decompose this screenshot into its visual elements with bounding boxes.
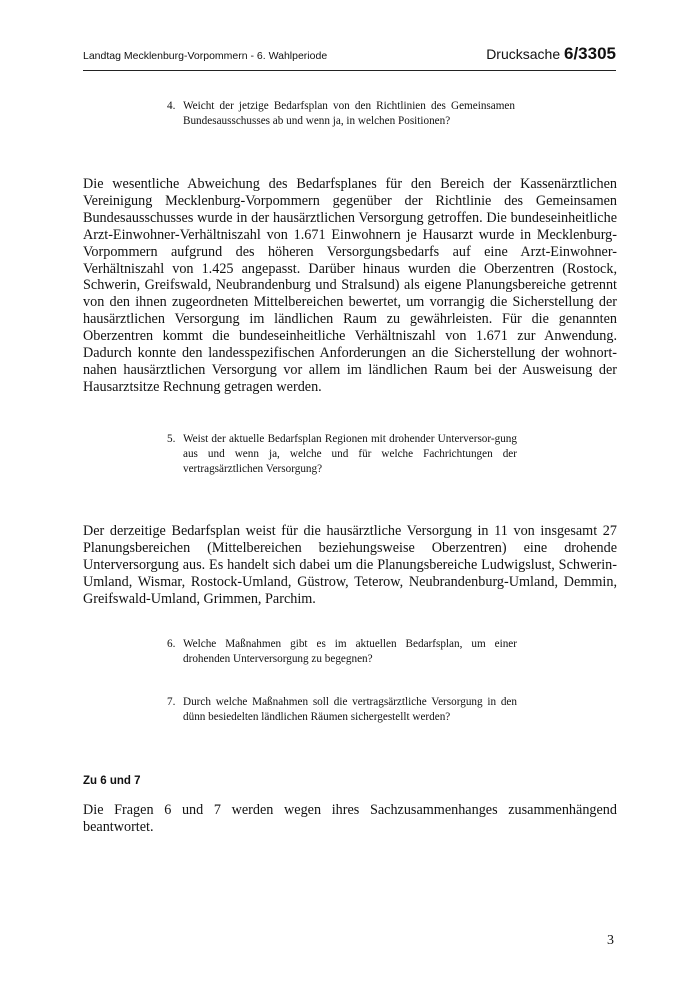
header-document-number bbox=[486, 44, 616, 64]
answer-6-7: Die Fragen 6 und 7 werden wegen ihres Sachzusammenhanges zusammenhängend beantwortet. bbox=[83, 802, 617, 835]
question-5 bbox=[167, 432, 517, 477]
question-6 bbox=[167, 637, 517, 667]
question-number: 7. bbox=[167, 696, 176, 708]
page-number: 3 bbox=[607, 933, 614, 948]
sub-heading: Zu 6 und 7 bbox=[83, 775, 141, 787]
answer-4: Die wesentliche Abweichung des Bedarfsplanes für den Bereich der Kassenärztlichen Vereinigung Mecklenburg-Vorpommern gegenüber der Richtlinie des Gemeinsamen Bundesausschusses wurde in der hausärztlichen Versorgung getroffen. Die bundeseinheitliche Arzt-Einwohner-Verhältniszahl von 1.671 Einwohnern je Hausarzt wurde in Mecklenburg-Vorpommern aufgrund des höheren Versorgungsbedarfs auf eine Arzt-Einwohner-Verhältniszahl von 1.425 angepasst. Darüber hinaus wurden die Oberzentren (Rostock, Schwerin, Greifswald, Neubrandenburg und Stralsund) als eigene Planungsbereiche getrennt von den ihnen zugeordneten Mittelbereichen bewertet, um vorrangig die Sicherstellung der hausärztlichen Versorgung im ländlichen Raum zu gewährleisten. Für die genannten Oberzentren kommt die bundeseinheitliche Verhältniszahl von 1.671 zur Anwendung. Dadurch konnte den landesspezifischen Anforderungen an die Sicherstellung der wohnort-nahen hausärztlichen Versorgung vor allem im ländlichen Raum bei der Ausweisung der Hausarztsitze Rechnung getragen werden. bbox=[83, 176, 617, 395]
question-text: Welche Maßnahmen gibt es im aktuellen Bedarfsplan, um einer drohenden Unterversorgung zu begegnen? bbox=[183, 638, 517, 665]
question-number: 6. bbox=[167, 638, 176, 650]
page-header bbox=[83, 38, 616, 71]
header-parliament: Landtag Mecklenburg-Vorpommern - 6. Wahlperiode bbox=[83, 50, 328, 62]
question-number: 5. bbox=[167, 433, 176, 445]
question-text: Weist der aktuelle Bedarfsplan Regionen mit drohender Unterversor-gung aus und wenn ja, welche und für welche Fachrichtungen der vertragsärztlichen Versorgung? bbox=[183, 433, 517, 475]
answer-5: Der derzeitige Bedarfsplan weist für die hausärztliche Versorgung in 11 von insgesamt 27 Planungsbereichen (Mittelbereichen beziehungsweise Oberzentren) eine drohende Unterversorgung aus. Es handelt sich dabei um die Planungsbereiche Ludwigslust, Schwerin-Umland, Wismar, Rostock-Umland, Güstrow, Teterow, Neubrandenburg-Umland, Demmin, Greifswald-Umland, Grimmen, Parchim. bbox=[83, 523, 617, 607]
header-doc-number: 6/3305 bbox=[564, 44, 616, 63]
question-4 bbox=[167, 99, 515, 129]
header-doc-label: Drucksache bbox=[486, 46, 564, 62]
question-text: Weicht der jetzige Bedarfsplan von den Richtlinien des Gemeinsamen Bundesausschusses ab und wenn ja, in welchen Positionen? bbox=[183, 100, 515, 127]
question-text: Durch welche Maßnahmen soll die vertragsärztliche Versorgung in den dünn besiedelten ländlichen Räumen sichergestellt werden? bbox=[183, 696, 517, 723]
question-7 bbox=[167, 695, 517, 725]
question-number: 4. bbox=[167, 100, 176, 112]
